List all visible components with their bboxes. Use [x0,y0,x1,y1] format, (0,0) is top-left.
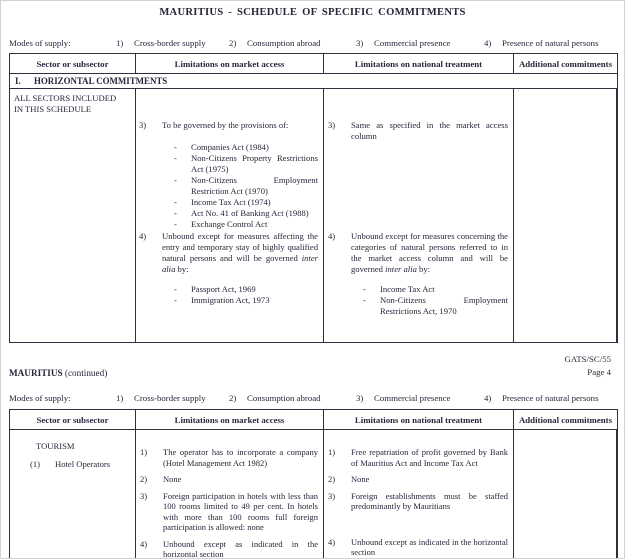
header-national-treatment: Limitations on national treatment [324,54,514,73]
mode-item: 2) Consumption abroad [229,393,321,403]
list-item: - Income Tax Act (1974) [174,197,271,207]
clause-1: 1) The operator has to incorporate a company (Hotel Management Act 1982) [140,447,318,468]
document-reference [565,353,611,378]
section-number: I. [15,76,21,86]
list-item: - Non-Citizens Employment Restrictions Act, 1970 [363,295,508,316]
table-body-row [10,89,617,342]
mode-item: 2) Consumption abroad [229,38,321,48]
mode-item: 1) Cross-border supply [116,393,206,403]
cell-additional-commitments [514,89,617,342]
cell-additional-commitments [514,430,617,559]
cell-national-treatment [324,89,514,342]
header-additional: Additional commitments [518,414,613,425]
clause-2: 2) None [140,474,182,484]
act-list [351,284,508,317]
clause-3: 3) Foreign participation in hotels with less than 100 rooms limited to 49 per cent. In hotels with more than 100 rooms full foreign participation is allowed: none [140,490,318,532]
cell-sector [10,430,136,559]
cell-national-treatment [324,430,514,559]
clause-4: 4) Unbound except for measures affecting the entry and temporary stay of highly qualified natural persons and will be governed inter alia by: - Passport Act, 1969 - Immigration Act, 1973 [139,231,318,305]
clause-3: 3) To be governed by the provisions of: - Companies Act (1984) - Non-Citizens Property Restrictions Act (1975) - Non-Citizens Employment Restriction Act (1970) - Income Tax Act (1974) - Act No. 41 of Banking Act (1988) - Exchange Control Act [139,120,318,229]
table-header-row [10,410,617,430]
clause-3: 3) Same as specified in the market access column [328,120,508,141]
modes-label: Modes of supply: [9,38,71,48]
list-item: - Companies Act (1984) [174,142,269,152]
list-item: - Exchange Control Act [174,219,268,229]
continued-heading: MAURITIUS (continued) [9,368,108,378]
modes-of-supply-line-2 [9,393,615,403]
cell-market-access [136,430,324,559]
subsector: (1) Hotel Operators [30,459,111,469]
list-item: - Immigration Act, 1973 [174,295,270,305]
clause-3: 3) Foreign establishments must be staffed predominantly by Mauritians [328,490,508,511]
mode-item: 3) Commercial presence [356,38,451,48]
section-title: HORIZONTAL COMMITMENTS [34,76,168,86]
doc-ref-code: GATS/SC/55 [564,354,611,364]
header-sector: Sector or subsector [10,54,136,73]
modes-label: Modes of supply: [9,393,71,403]
section-row [10,74,617,89]
mode-item: 4) Presence of natural persons [484,393,599,403]
cell-sector [10,89,136,342]
header-national-treatment: Limitations on national treatment [324,410,514,429]
act-list [162,284,318,306]
table-header-row [10,54,617,74]
header-market-access: Limitations on market access [136,54,324,73]
list-item: - Income Tax Act [363,284,435,294]
mode-item: 1) Cross-border supply [116,38,206,48]
mode-item: 3) Commercial presence [356,393,451,403]
clause-1: 1) Free repatriation of profit governed by Bank of Mauritius Act and Income Tax Act [328,447,508,468]
header-sector: Sector or subsector [10,410,136,429]
header-additional: Additional commitments [518,58,613,69]
sector-title: TOURISM [36,441,75,451]
list-item: - Non-Citizens Property Restrictions Act (1975) [174,153,318,174]
page-title: MAURITIUS - SCHEDULE OF SPECIFIC COMMITMENTS [159,7,466,18]
table-body-row [10,430,617,559]
act-list [162,142,318,230]
modes-of-supply-line-1 [9,38,615,48]
clause-4: 4) Unbound except as indicated in the horizontal section [328,536,508,557]
header-market-access: Limitations on market access [136,410,324,429]
list-item: - Non-Citizens Employment Restriction Act (1970) [174,175,318,196]
sector-text: ALL SECTORS INCLUDED IN THIS SCHEDULE [14,93,117,114]
cell-market-access [136,89,324,342]
clause-4: 4) Unbound except as indicated in the horizontal section [140,538,318,559]
list-item: - Act No. 41 of Banking Act (1988) [174,208,309,218]
mode-item: 4) Presence of natural persons [484,38,599,48]
horizontal-commitments-table [9,53,618,343]
clause-2: 2) None [328,474,370,484]
doc-page-number: Page 4 [587,366,611,377]
clause-4: 4) Unbound except for measures concerning the categories of natural persons referred to in the market access column and will be governed inter alia by: - Income Tax Act - Non-Citizens Employment Restrictions Act, 1970 [328,231,508,316]
list-item: - Passport Act, 1969 [174,284,256,294]
tourism-table [9,409,618,559]
